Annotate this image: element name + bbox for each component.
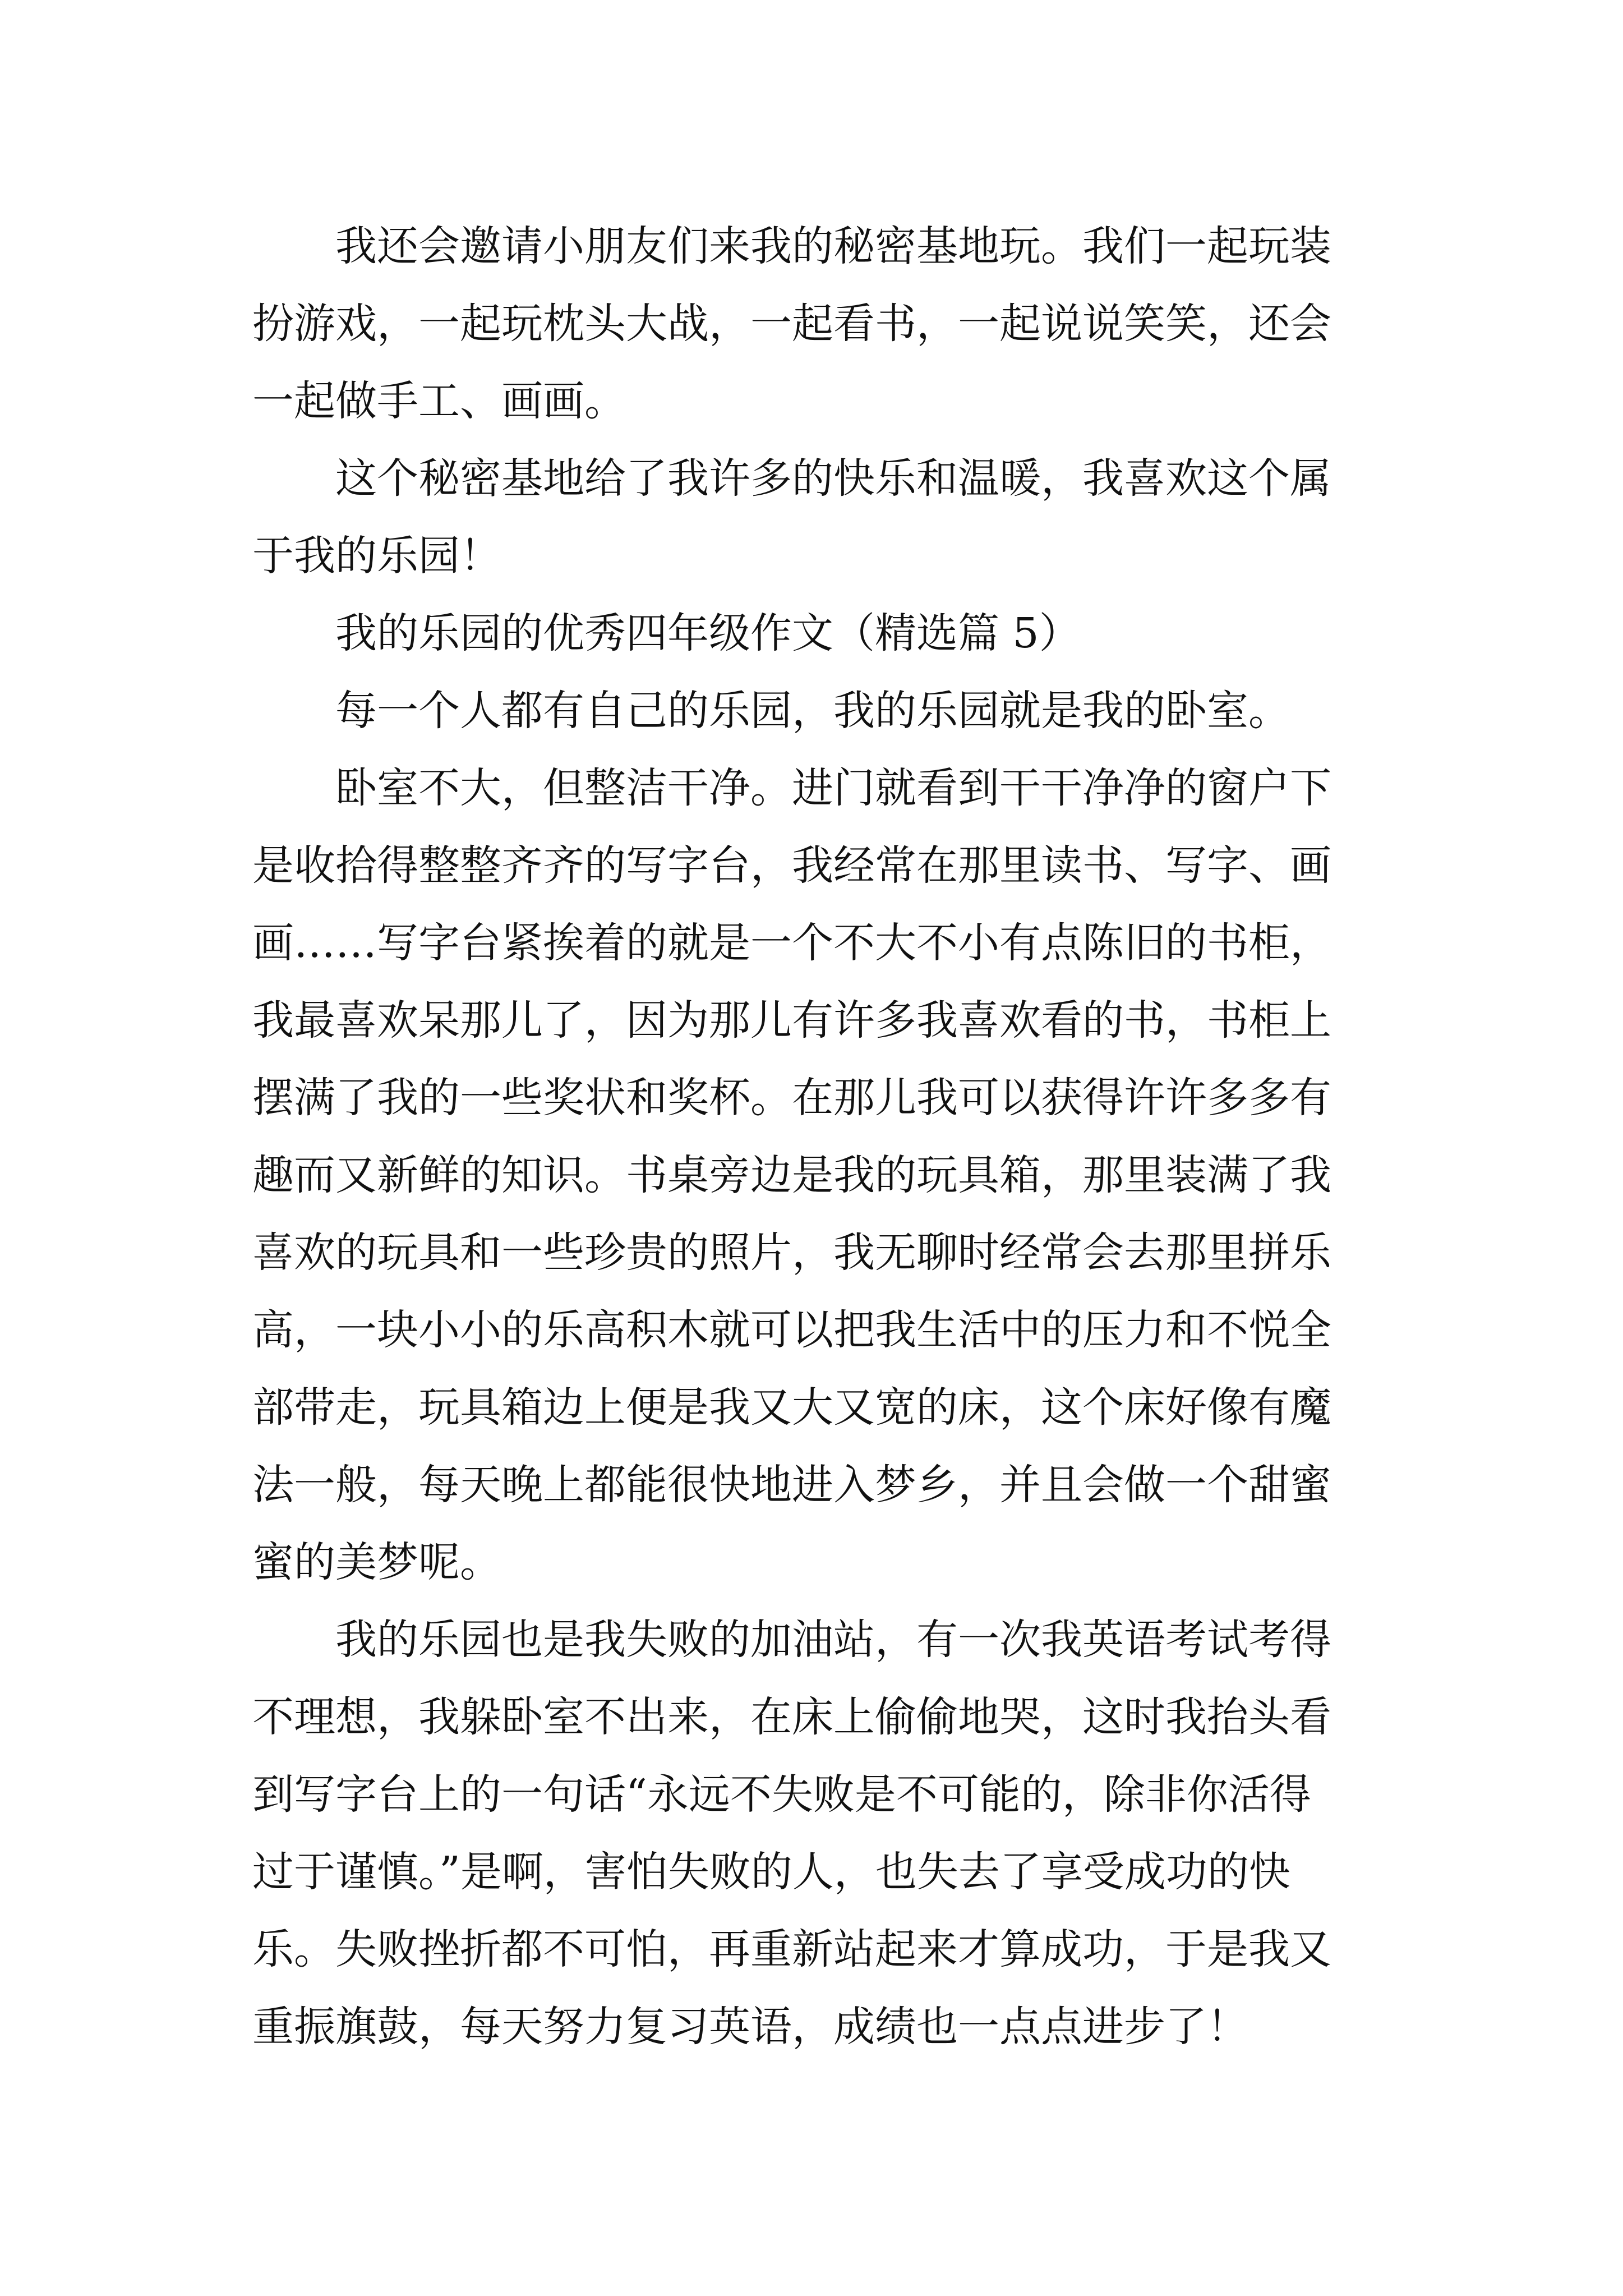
paragraph-invite-friends <box>252 208 1396 440</box>
paragraph-bedroom-description <box>252 749 1396 1601</box>
text-line: 卧室不大，但整洁干净。进门就看到干干净净的窗户下 <box>335 764 1331 812</box>
text-line: 每一个人都有自己的乐园，我的乐园就是我的卧室。 <box>335 687 1290 735</box>
text-line: 一起做手工、画画。 <box>252 377 626 425</box>
text-line: 法一般，每天晚上都能很快地进入梦乡，并且会做一个甜蜜 <box>252 1461 1331 1509</box>
text-line: 高，一块小小的乐高积木就可以把我生活中的压力和不悦全 <box>252 1306 1331 1354</box>
essay-title <box>252 595 1396 672</box>
text-line: 我的乐园也是我失败的加油站，有一次我英语考试考得 <box>335 1616 1331 1664</box>
text-line: 摆满了我的一些奖状和奖杯。在那儿我可以获得许许多多有 <box>252 1074 1331 1122</box>
text-line: 是收拾得整整齐齐的写字台，我经常在那里读书、写字、画 <box>252 841 1331 890</box>
text-line: 这个秘密基地给了我许多的快乐和温暖，我喜欢这个属 <box>335 454 1331 503</box>
text-line: 蜜的美梦呢。 <box>252 1538 501 1586</box>
text-line: 扮游戏，一起玩枕头大战，一起看书，一起说说笑笑，还会 <box>252 300 1331 348</box>
text-line: 喜欢的玩具和一些珍贵的照片，我无聊时经常会去那里拼乐 <box>252 1228 1331 1277</box>
document-body <box>252 208 1396 2065</box>
text-line: 重振旗鼓，每天努力复习英语，成绩也一点点进步了！ <box>252 2003 1248 2051</box>
text-line: 画……写字台紧挨着的就是一个不大不小有点陈旧的书柜， <box>252 919 1331 967</box>
text-line: 到写字台上的一句话“永远不失败是不可能的，除非你活得 <box>252 1770 1311 1819</box>
paragraph-my-bedroom <box>252 672 1396 749</box>
text-line: 乐。失败挫折都不可怕，再重新站起来才算成功，于是我又 <box>252 1925 1331 1973</box>
text-line: 部带走，玩具箱边上便是我又大又宽的床，这个床好像有魔 <box>252 1383 1331 1432</box>
text-line: 趣而又新鲜的知识。书桌旁边是我的玩具箱，那里装满了我 <box>252 1151 1331 1199</box>
text-line: 我最喜欢呆那儿了，因为那儿有许多我喜欢看的书，书柜上 <box>252 996 1331 1045</box>
text-line: 不理想，我躲卧室不出来，在床上偷偷地哭，这时我抬头看 <box>252 1693 1331 1741</box>
text-line: 我还会邀请小朋友们来我的秘密基地玩。我们一起玩装 <box>335 222 1331 270</box>
essay-title-text: 我的乐园的优秀四年级作文（精选篇 5） <box>335 609 1081 657</box>
text-line: 过于谨慎。”是啊，害怕失败的人，也失去了享受成功的快 <box>252 1848 1290 1896</box>
text-line: 于我的乐园！ <box>252 532 501 580</box>
paragraph-gas-station <box>252 1601 1396 2065</box>
paragraph-secret-base <box>252 440 1396 595</box>
